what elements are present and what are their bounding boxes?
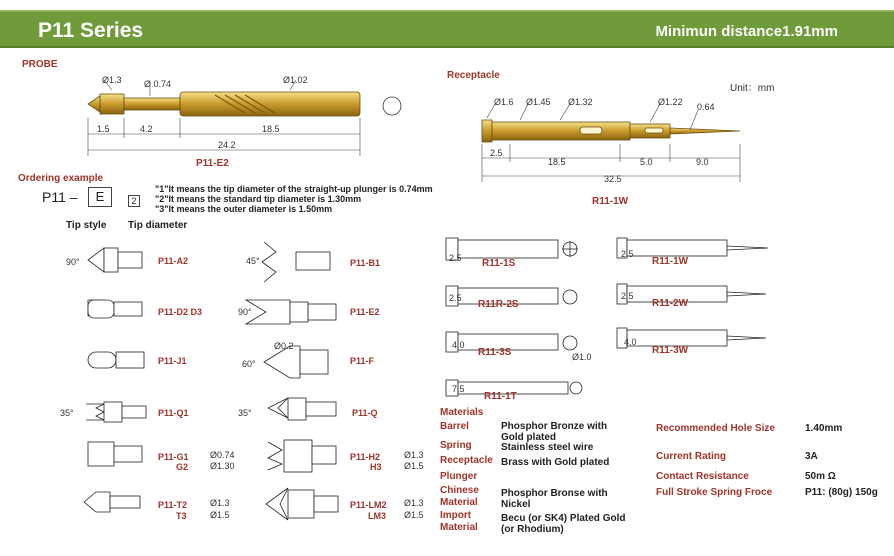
receptacle-dia-3: Ø1.32	[568, 97, 593, 107]
spec-key-resistance: Contact Resistance	[656, 471, 749, 482]
tip-q-angle: 35°	[238, 408, 252, 418]
tip-g-dia-2: Ø1.30	[210, 461, 235, 471]
probe-len2: 4.2	[140, 124, 153, 134]
tip-b1-angle: 45°	[246, 256, 260, 266]
material-key-barrel: Barrel	[440, 421, 469, 432]
tip-h-label-2: H3	[370, 462, 382, 472]
tip-h-dia-2: Ø1.5	[404, 461, 424, 471]
spec-key-hole-size: Recommended Hole Size	[656, 423, 775, 434]
tip-q1-angle: 35°	[60, 408, 74, 418]
spec-value-current: 3A	[805, 451, 818, 462]
receptacle-dia-4: Ø1.22	[658, 97, 683, 107]
tip-j1-label: P11-J1	[158, 356, 187, 366]
spec-value-resistance: 50m Ω	[805, 471, 836, 482]
tip-lm-dia-2: Ø1.5	[404, 510, 424, 520]
material-value-spring: Stainless steel wire	[501, 442, 594, 453]
receptacle-dia-5: 0.64	[697, 102, 715, 112]
receptacle-dia-1: Ø1.6	[494, 97, 514, 107]
r1s-label: R11-1S	[482, 258, 516, 269]
r2w-dim: 2.5	[621, 291, 634, 301]
spec-key-spring-force: Full Stroke Spring Froce	[656, 487, 773, 498]
tip-t-label-2: T3	[176, 511, 187, 521]
r1t-label: R11-1T	[484, 391, 517, 402]
r2s-dim: 2.5	[449, 293, 462, 303]
spec-key-current: Current Rating	[656, 451, 726, 462]
material-value-chinese: Phosphor Bronse with Nickel	[501, 488, 608, 510]
r1t-dia: Ø1.0	[572, 352, 592, 362]
r1s-dim: 2.5	[449, 253, 462, 263]
ordering-tip-style-box: E	[88, 187, 112, 207]
tip-d2-label: P11-D2 D3	[158, 307, 203, 317]
tip-a2-angle: 90°	[66, 257, 80, 267]
ordering-note-3: "3"It means the outer diameter is 1.50mm	[155, 204, 333, 214]
tip-t-dia-1: Ø1.3	[210, 498, 230, 508]
r1w-label: R11-1W	[652, 256, 689, 267]
receptacle-section-title: Receptacle	[447, 70, 500, 81]
tip-h-label-1: P11-H2	[350, 452, 381, 462]
probe-drawing	[88, 92, 360, 116]
material-key-spring: Spring	[440, 440, 472, 451]
tip-e2-angle: 90°	[238, 307, 252, 317]
materials-title: Materials	[440, 407, 484, 418]
probe-len3: 18.5	[262, 124, 280, 134]
probe-len1: 1.5	[97, 124, 110, 134]
tip-f-dia: Ø0.2	[274, 341, 294, 351]
material-value-import: Becu (or SK4) Plated Gold (or Rhodium)	[501, 513, 626, 535]
minimum-distance: Minimun distance1.91mm	[655, 23, 838, 40]
tip-h-dia-1: Ø1.3	[404, 450, 424, 460]
receptacle-len-small: 2.5	[490, 148, 503, 158]
tip-g-label-2: G2	[176, 462, 189, 472]
ordering-note-2: "2"It means the standard tip diameter is 1.30mm	[155, 194, 362, 204]
r3s-label: R11-3S	[478, 347, 512, 358]
receptacle-drawing	[482, 120, 740, 142]
probe-end-view	[383, 97, 401, 115]
tip-lm-label-2: LM3	[368, 511, 386, 521]
r1w-dim: 2.5	[621, 249, 634, 259]
r3w-dim: 4.0	[624, 337, 637, 347]
spec-value-spring-force: P11: (80g) 150g	[805, 487, 878, 498]
tip-b1-label: P11-B1	[350, 258, 381, 268]
material-key-import: Import Material	[440, 510, 478, 533]
r3s-dim: 4.0	[452, 340, 465, 350]
tip-style-label: Tip style	[66, 220, 107, 231]
receptacle-len-2: 5.0	[640, 157, 653, 167]
tip-t-label-1: P11-T2	[158, 500, 188, 510]
material-value-barrel: Phosphor Bronze with Gold plated	[501, 421, 608, 443]
ordering-title: Ordering example	[18, 173, 104, 184]
receptacle-model: R11-1W	[592, 196, 629, 207]
material-key-receptacle: Receptacle	[440, 455, 493, 466]
series-title: P11 Series	[38, 19, 144, 42]
probe-model: P11-E2	[196, 158, 229, 169]
r3w-label: R11-3W	[652, 345, 689, 356]
tip-t-dia-2: Ø1.5	[210, 510, 230, 520]
material-value-receptacle: Brass with Gold plated	[501, 457, 610, 468]
tip-f-label: P11-F	[350, 356, 375, 366]
r1t-dim: 7.5	[452, 384, 465, 394]
receptacle-len-1: 18.5	[548, 157, 566, 167]
probe-dia-barrel: Ø1.02	[283, 75, 308, 85]
probe-section-title: PROBE	[22, 59, 58, 70]
tip-lm-dia-1: Ø1.3	[404, 498, 424, 508]
tip-q1-label: P11-Q1	[158, 408, 189, 418]
tip-sketches	[84, 242, 338, 520]
tip-f-angle: 60°	[242, 359, 256, 369]
tip-diameter-label: Tip diameter	[128, 220, 188, 231]
ordering-tip-diameter-box: 2	[128, 195, 140, 207]
tip-g-dia-1: Ø0.74	[210, 450, 235, 460]
material-key-plunger: Plunger	[440, 471, 478, 482]
receptacle-len-3: 9.0	[696, 157, 709, 167]
receptacle-dia-2: Ø1.45	[526, 97, 551, 107]
ordering-prefix: P11 –	[42, 189, 78, 205]
tip-lm-label-1: P11-LM2	[350, 500, 387, 510]
material-key-chinese: Chinese Material	[440, 485, 479, 508]
probe-dia-plunger: Ø 0.74	[144, 79, 172, 89]
probe-dia-tip: Ø1.3	[102, 75, 122, 85]
tip-g-label-1: P11-G1	[158, 452, 189, 462]
receptacle-total: 32.5	[604, 174, 622, 184]
receptacle-dimension-lines	[482, 104, 740, 182]
probe-total-length: 24.2	[218, 140, 236, 150]
unit-label: Unit：mm	[730, 83, 775, 94]
spec-value-hole-size: 1.40mm	[805, 423, 843, 434]
r2w-label: R11-2W	[652, 298, 689, 309]
ordering-note-1: "1"It means the tip diameter of the straight-up plunger is 0.74mm	[155, 184, 433, 194]
tip-e2-label: P11-E2	[350, 307, 380, 317]
r2s-label: R11R-2S	[478, 299, 519, 310]
tip-a2-label: P11-A2	[158, 256, 189, 266]
tip-q-label: P11-Q	[352, 408, 378, 418]
